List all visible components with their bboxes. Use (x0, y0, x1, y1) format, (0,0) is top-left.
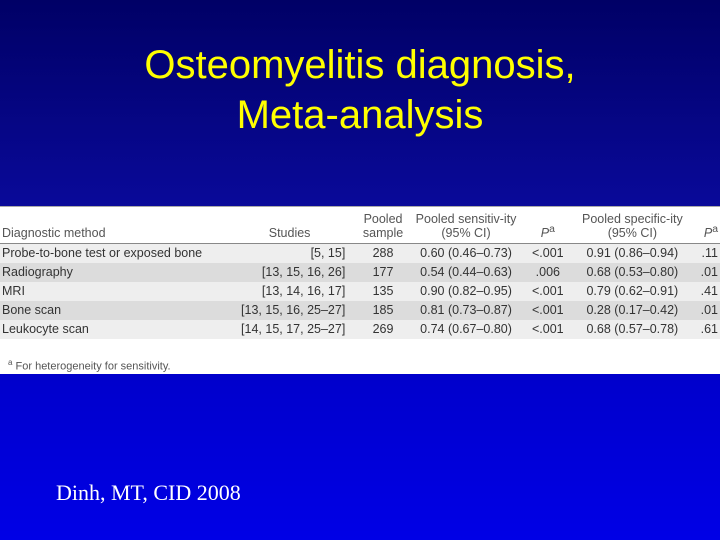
cell-method: Probe-to-bone test or exposed bone (0, 244, 232, 264)
slide-title-line-2: Meta-analysis (236, 93, 484, 137)
cell-studies: [13, 15, 16, 26] (232, 263, 357, 282)
header-p-specificity-sup: a (712, 223, 718, 235)
cell-sensitivity: 0.60 (0.46–0.73) (409, 244, 524, 264)
cell-studies: [13, 14, 16, 17] (232, 282, 357, 301)
slide-title (0, 40, 720, 140)
cell-p-specificity: .01 (692, 301, 720, 320)
cell-sensitivity: 0.90 (0.82–0.95) (409, 282, 524, 301)
cell-sensitivity: 0.54 (0.44–0.63) (409, 263, 524, 282)
header-p-specificity-label: P (703, 226, 713, 240)
cell-specificity: 0.68 (0.57–0.78) (572, 320, 692, 339)
header-specificity: Pooled specific-ity (95% CI) (572, 207, 692, 244)
cell-method: Leukocyte scan (0, 320, 232, 339)
table-row (0, 263, 720, 282)
cell-method: Radiography (0, 263, 232, 282)
table-row (0, 244, 720, 264)
header-method: Diagnostic method (0, 207, 232, 244)
footnote-text: For heterogeneity for sensitivity. (15, 360, 171, 373)
cell-studies: [5, 15] (232, 244, 357, 264)
cell-sample: 135 (357, 282, 408, 301)
header-p-sensitivity-label: P (540, 226, 550, 240)
footnote-marker: a (8, 358, 13, 367)
header-studies: Studies (232, 207, 357, 244)
cell-p-specificity: .61 (692, 320, 720, 339)
cell-sample: 177 (357, 263, 408, 282)
cell-sensitivity: 0.81 (0.73–0.87) (409, 301, 524, 320)
cell-sample: 269 (357, 320, 408, 339)
table-row (0, 320, 720, 339)
table-row (0, 301, 720, 320)
cell-p-specificity: .11 (692, 244, 720, 264)
citation: Dinh, MT, CID 2008 (56, 480, 241, 505)
cell-studies: [13, 15, 16, 25–27] (232, 301, 357, 320)
header-p-specificity (692, 207, 720, 244)
results-table (0, 206, 720, 339)
cell-studies: [14, 15, 17, 25–27] (232, 320, 357, 339)
table-row (0, 282, 720, 301)
cell-sample: 185 (357, 301, 408, 320)
table-header-row (0, 207, 720, 244)
cell-p-sensitivity: <.001 (523, 301, 572, 320)
cell-p-sensitivity: <.001 (523, 320, 572, 339)
header-pooled-sample: Pooled sample (357, 207, 408, 244)
header-sensitivity: Pooled sensitiv-ity (95% CI) (409, 207, 524, 244)
cell-sensitivity: 0.74 (0.67–0.80) (409, 320, 524, 339)
table-footnote (8, 358, 171, 373)
cell-method: MRI (0, 282, 232, 301)
header-p-sensitivity (523, 207, 572, 244)
header-p-sensitivity-sup: a (549, 223, 555, 235)
cell-specificity: 0.68 (0.53–0.80) (572, 263, 692, 282)
cell-p-sensitivity: <.001 (523, 244, 572, 264)
cell-p-specificity: .41 (692, 282, 720, 301)
cell-specificity: 0.91 (0.86–0.94) (572, 244, 692, 264)
cell-method: Bone scan (0, 301, 232, 320)
cell-specificity: 0.79 (0.62–0.91) (572, 282, 692, 301)
cell-p-sensitivity: <.001 (523, 282, 572, 301)
results-table-image (0, 206, 720, 374)
cell-specificity: 0.28 (0.17–0.42) (572, 301, 692, 320)
slide-title-line-1: Osteomyelitis diagnosis, (144, 43, 576, 87)
cell-p-sensitivity: .006 (523, 263, 572, 282)
cell-p-specificity: .01 (692, 263, 720, 282)
cell-sample: 288 (357, 244, 408, 264)
